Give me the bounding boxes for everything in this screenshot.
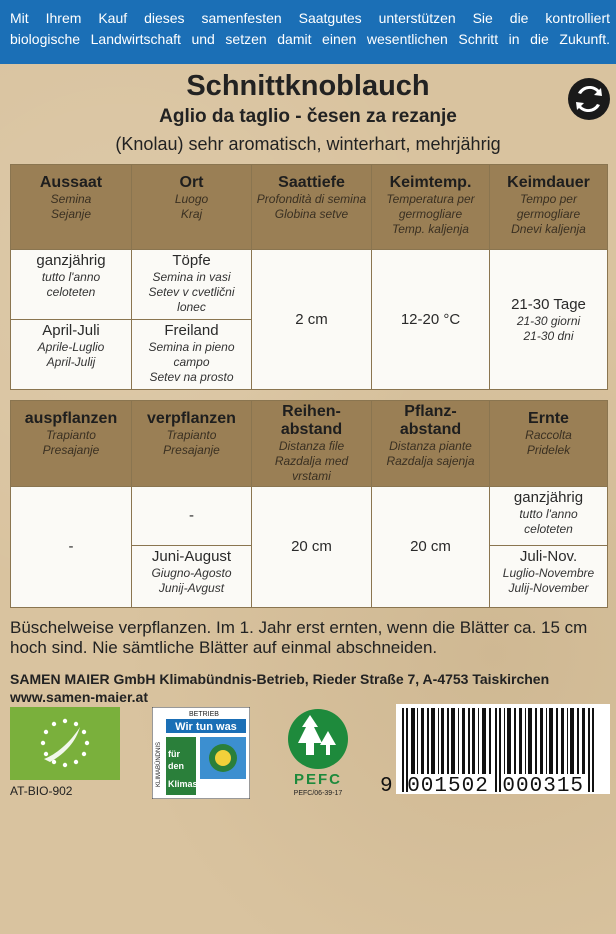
pefc-tree-icon — [282, 705, 354, 797]
banner-line-1: Mit Ihrem Kauf dieses samenfesten Saatgutes unterstützen Sie die kontrolliert — [10, 10, 610, 26]
svg-text:den: den — [168, 761, 185, 771]
svg-text:PEFC/06-39-17: PEFC/06-39-17 — [293, 790, 343, 797]
eu-organic-leaf-icon — [10, 707, 120, 780]
svg-text:für: für — [168, 749, 180, 759]
aussaat-cell-1: ganzjährig tutto l'anno celoteten — [11, 250, 132, 320]
header-auspflanzen: auspflanzen Trapianto Presajanje — [11, 401, 132, 487]
verpflanzen-cell-1: - — [132, 487, 252, 546]
company-website: www.samen-maier.at — [10, 689, 148, 705]
product-description: (Knolau) sehr aromatisch, winterhart, mehrjährig — [115, 134, 501, 154]
header-keimdauer: Keimdauer Tempo per germogliare Dnevi kaljenja — [490, 165, 608, 250]
header-reihenabstand: Reihen-abstand Distanza file Razdalja med vrstami — [252, 401, 372, 487]
svg-text:Wir tun was: Wir tun was — [175, 721, 237, 733]
organic-info-banner — [0, 0, 616, 64]
klimabuendnis-logo-icon — [152, 707, 250, 799]
svg-text:Klimaschutz: Klimaschutz — [168, 779, 222, 789]
header-pflanzabstand: Pflanz-abstand Distanza piante Razdalja sajenja — [372, 401, 490, 487]
planting-header-row — [11, 401, 608, 487]
svg-text:KLIMABÜNDNIS: KLIMABÜNDNIS — [156, 741, 162, 787]
ernte-cell-1: ganzjährig tutto l'anno celoteten — [490, 487, 608, 546]
auspflanzen-cell: - — [11, 487, 132, 608]
verpflanzen-cell-2: Juni-August Giugno-Agosto Junij-Avgust — [132, 546, 252, 608]
sowing-table — [10, 164, 608, 390]
svg-text:PEFC: PEFC — [293, 771, 343, 788]
product-title: Schnittknoblauch — [186, 70, 430, 102]
ernte-cell-2: Juli-Nov. Luglio-Novembre Julij-November — [490, 546, 608, 608]
keimdauer-cell: 21-30 Tage 21-30 giorni 21-30 dni — [490, 250, 608, 390]
banner-line-2: biologische Landwirtschaft und setzen damit einen wesentlichen Schritt in die Zukunft. — [10, 31, 610, 47]
header-ernte: Ernte Raccolta Pridelek — [490, 401, 608, 487]
company-address: SAMEN MAIER GmbH Klimabündnis-Betrieb, Rieder Straße 7, A-4753 Taiskirchen — [10, 671, 550, 687]
header-saattiefe: Saattiefe Profondità di semina Globina setve — [252, 165, 372, 250]
saattiefe-cell: 2 cm — [252, 250, 372, 390]
planting-table — [10, 400, 608, 608]
sowing-header-row — [11, 165, 608, 250]
header-aussaat: Aussaat Semina Sejanje — [11, 165, 132, 250]
organic-control-code: AT-BIO-902 — [10, 784, 73, 798]
barcode-number: 9 001502 000315 — [380, 775, 585, 798]
header-ort: Ort Luogo Kraj — [132, 165, 252, 250]
product-subtitle: Aglio da taglio - česen za rezanje — [159, 106, 457, 127]
reihenabstand-cell: 20 cm — [252, 487, 372, 608]
header-keimtemp: Keimtemp. Temperatura per germogliare Temp. kaljenja — [372, 165, 490, 250]
aussaat-cell-2: April-Juli Aprile-Luglio April-Julij — [11, 320, 132, 390]
svg-text:BETRIEB: BETRIEB — [189, 711, 219, 718]
recycle-icon — [566, 76, 612, 122]
ort-cell-1: Töpfe Semina in vasi Setev v cvetlični lonec — [132, 250, 252, 320]
cultivation-note: Büschelweise verpflanzen. Im 1. Jahr erst ernten, wenn die Blätter ca. 15 cm hoch sind. Nie sämtliche Blätter auf einmal abschneiden. — [10, 618, 588, 657]
header-verpflanzen: verpflanzen Trapianto Presajanje — [132, 401, 252, 487]
ort-cell-2: Freiland Semina in pieno campo Setev na prosto — [132, 320, 252, 390]
pflanzabstand-cell: 20 cm — [372, 487, 490, 608]
company-info — [10, 670, 614, 706]
keimtemp-cell: 12-20 °C — [372, 250, 490, 390]
sowing-row-1 — [11, 250, 608, 320]
planting-row-1 — [11, 487, 608, 546]
